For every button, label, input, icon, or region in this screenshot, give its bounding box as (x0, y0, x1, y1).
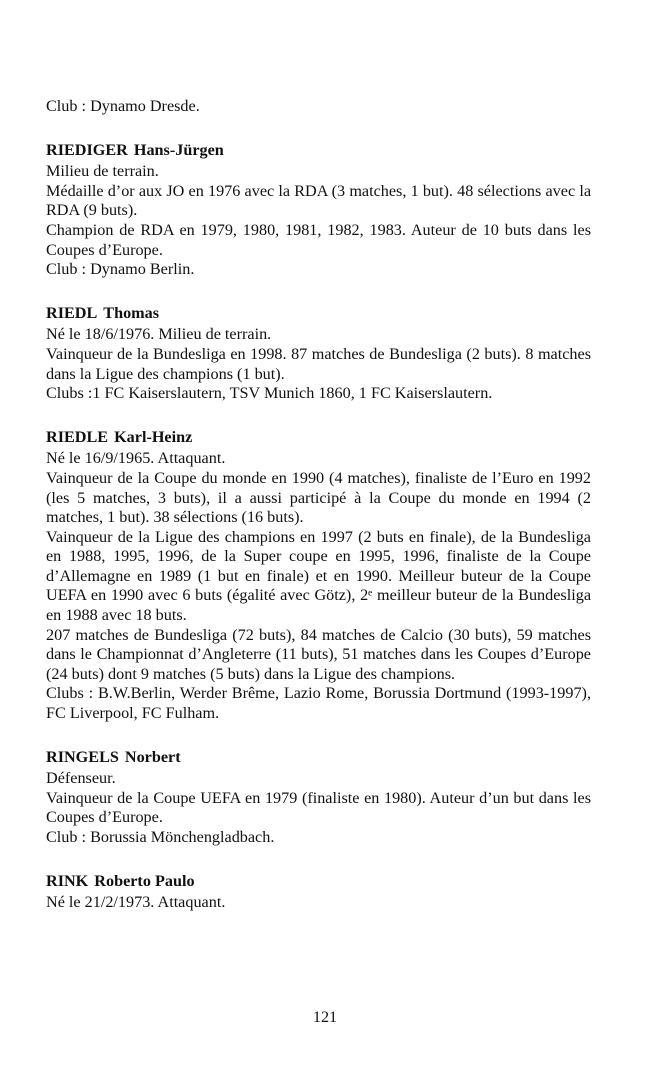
player-firstname: Thomas (103, 303, 160, 322)
entry-riedl (46, 304, 591, 404)
page-number: 121 (312, 1008, 338, 1026)
entry-line: Né le 18/6/1976. Milieu de terrain. (46, 325, 272, 344)
intro-club-line: Club : Dynamo Dresde. (46, 97, 200, 115)
player-firstname: Norbert (124, 747, 181, 766)
player-firstname: Karl-Heinz (114, 427, 193, 446)
entry-line: Défenseur. (46, 769, 116, 788)
entry-line: Né le 16/9/1965. Attaquant. (46, 449, 226, 468)
entry-line: Club : Dynamo Berlin. (46, 260, 195, 279)
player-surname: RINGELS (46, 747, 119, 766)
entry-line: Club : Borussia Mönchengladbach. (46, 828, 275, 846)
entry-line: Champion de RDA en 1979, 1980, 1981, 1982, 1983. Auteur de 10 buts dans les Coupes d’Europe. (46, 220, 591, 259)
player-name (46, 872, 591, 892)
entry-rink (46, 872, 591, 913)
player-surname: RIEDL (46, 303, 98, 322)
player-surname: RIEDIGER (46, 140, 128, 159)
entry-riedle (46, 428, 591, 724)
entry-line: Clubs :1 FC Kaiserslautern, TSV Munich 1860, 1 FC Kaiserslautern. (46, 384, 493, 403)
entry-line: Vainqueur de la Coupe UEFA en 1979 (finaliste en 1980). Auteur d’un but dans les Coupes d’Europe. (46, 788, 591, 827)
entry-line: Clubs : B.W.Berlin, Werder Brême, Lazio Rome, Borussia Dortmund (1993-1997), FC Liverpool, FC Fulham. (46, 684, 591, 723)
entry-line: Vainqueur de la Bundesliga en 1998. 87 matches de Bundesliga (2 buts). 8 matches dans la Ligue des champions (1 but). (46, 344, 591, 383)
player-surname: RIEDLE (46, 427, 109, 446)
entry-line: Milieu de terrain. (46, 162, 159, 181)
player-name (46, 748, 591, 768)
entry-line: Né le 21/2/1973. Attaquant. (46, 893, 226, 912)
player-name (46, 428, 591, 448)
page-body (46, 97, 591, 913)
player-firstname: Roberto Paulo (94, 871, 195, 890)
entry-line: Médaille d’or aux JO en 1976 avec la RDA (3 matches, 1 but). 48 sélections avec la RDA (9 buts). (46, 181, 591, 220)
player-firstname: Hans-Jürgen (133, 140, 224, 159)
entry-riediger (46, 141, 591, 280)
entry-line: Vainqueur de la Ligue des champions en 1997 (2 buts en finale), de la Bundesliga en 1988, 1995, 1996, de la Super coupe en 1995, 1996, finaliste de la Coupe d’Allemagne en 1989 (1 but en finale) et en 1990. Meilleur buteur de la Coupe UEFA en 1990 avec 6 buts (égalité avec Götz), 2ᵉ meilleur buteur de la Bundesliga en 1988 avec 18 buts. (46, 527, 591, 625)
player-name (46, 304, 591, 324)
entry-ringels (46, 748, 591, 848)
entry-line: Vainqueur de la Coupe du monde en 1990 (4 matches), finaliste de l’Euro en 1992 (les 5 matches, 3 buts), il a aussi participé à la Coupe du monde en 1994 (2 matches, 1 but). 38 sélections (16 buts). (46, 468, 591, 527)
entry-line: 207 matches de Bundesliga (72 buts), 84 matches de Calcio (30 buts), 59 matches dans le Championnat d’Angleterre (11 buts), 51 matches dans les Coupes d’Europe (24 buts) dont 9 matches (5 buts) dans la Ligue des champions. (46, 625, 591, 683)
player-surname: RINK (46, 871, 89, 890)
player-name (46, 141, 591, 161)
